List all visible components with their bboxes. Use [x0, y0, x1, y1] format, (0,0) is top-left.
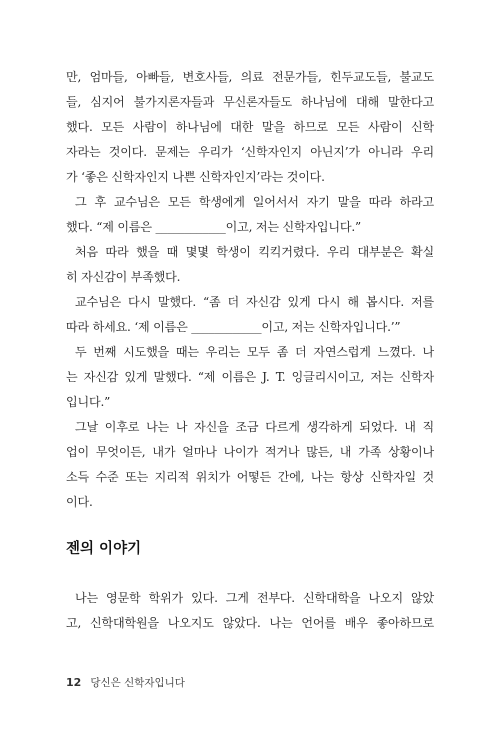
page-number: 12 [66, 676, 82, 689]
body-line: 고, 신학대학원을 나오지도 않았다. 나는 언어를 배우 좋아하므로 [66, 616, 434, 630]
body-line: 소득 수준 또는 지리적 위치가 어떻든 간에, 나는 항상 신학자일 것 [66, 470, 434, 484]
body-line: 자라는 것이다. 문제는 우리가 ‘신학자인지 아닌지’가 아니라 우리 [66, 145, 434, 159]
body-line: 처음 따라 했을 때 몇몇 학생이 킥킥거렸다. 우리 대부분은 확실 [75, 245, 434, 259]
body-line: 입니다.” [66, 395, 111, 409]
running-title: 당신은 신학자입니다 [90, 677, 185, 689]
body-line: 들, 심지어 불가지론자들과 무신론자들도 하나님에 대해 말한다고 [66, 95, 434, 109]
body-line: 했다. “제 이름은 ____________이고, 저는 신학자입니다.” [66, 220, 362, 234]
body-line: 했다. 모든 사람이 하나님에 대한 말을 하므로 모든 사람이 신학 [66, 120, 434, 134]
body-line: 가 ‘좋은 신학자인지 나쁜 신학자인지’라는 것이다. [66, 170, 325, 184]
body-line: 이다. [66, 495, 93, 509]
body-line: 만, 엄마들, 아빠들, 변호사들, 의료 전문가들, 힌두교도들, 불교도 [66, 70, 434, 84]
body-line: 그 후 교수님은 모든 학생에게 일어서서 자기 말을 따라 하라고 [75, 195, 434, 209]
body-line: 교수님은 다시 말했다. “좀 더 자신감 있게 다시 해 봅시다. 저를 [75, 295, 434, 309]
body-line: 는 자신감 있게 말했다. “제 이름은 J. T. 잉글리시이고, 저는 신학자 [66, 370, 434, 384]
page-footer [66, 676, 185, 690]
section-heading: 젠의 이야기 [66, 541, 142, 557]
body-line: 히 자신감이 부족했다. [66, 270, 181, 284]
body-line: 따라 하세요. ‘제 이름은 ____________이고, 저는 신학자입니다.’” [66, 320, 401, 334]
body-line: 그날 이후로 나는 나 자신을 조금 다르게 생각하게 되었다. 내 직 [75, 420, 434, 434]
body-line: 업이 무엇이든, 내가 얼마나 나이가 적거나 많든, 내 가족 상황이나 [66, 445, 434, 459]
body-line: 나는 영문학 학위가 있다. 그게 전부다. 신학대학을 나오지 않았 [75, 591, 434, 605]
body-line: 두 번째 시도했을 때는 우리는 모두 좀 더 자연스럽게 느꼈다. 나 [75, 345, 434, 359]
